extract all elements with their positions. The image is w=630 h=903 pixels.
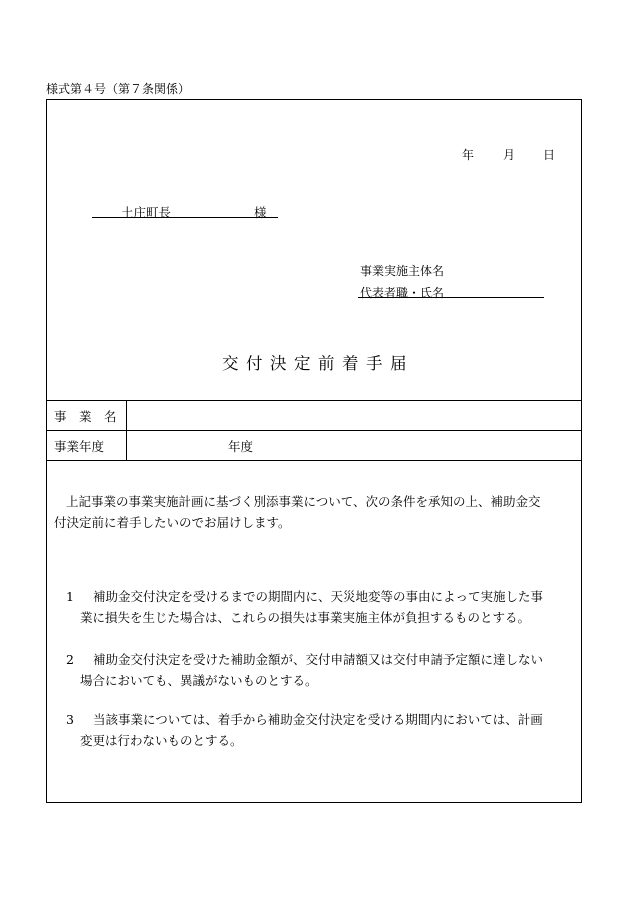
addressee-honorific: 様: [254, 205, 267, 220]
date-year: 年: [462, 148, 475, 162]
addressee-name: 土庄町長: [121, 205, 172, 220]
body-paragraph: [54, 491, 576, 533]
form-number: 様式第４号（第７条関係）: [46, 82, 191, 96]
body-line-2: 付決定前に着手したいのでお届けします。: [54, 515, 291, 530]
body-line-1: 上記事業の事業実施計画に基づく別添事業について、次の条件を承知の上、補助金交: [66, 494, 541, 509]
condition-line-1: 当該事業については、着手から補助金交付決定を受ける期間内においては、計画: [93, 712, 543, 727]
applicant-underline: [358, 297, 544, 298]
project-name-label: 事 業 名: [54, 409, 117, 424]
table-column-divider: [126, 400, 127, 460]
condition-line-2: 変更は行わないものとする。: [80, 733, 243, 748]
addressee-underline: [92, 217, 278, 218]
condition-line-2: 業に損失を生じた場合は、これらの損失は事業実施主体が負担するものとする。: [80, 610, 531, 625]
document-title: 交付決定前着手届: [222, 354, 414, 373]
condition-line-1: 補助金交付決定を受けるまでの期間内に、天災地変等の事由によって実施した事: [93, 589, 544, 604]
table-bottom-border: [46, 460, 582, 461]
condition-line-2: 場合においても、異議がないものとする。: [80, 673, 318, 688]
applicant-representative-label: 代表者職・氏名: [360, 286, 445, 300]
date-day: 日: [543, 148, 556, 162]
condition-number: 3: [66, 712, 74, 727]
condition-number: 1: [66, 589, 74, 604]
condition-number: 2: [66, 652, 74, 667]
fiscal-year-value[interactable]: 年度: [228, 439, 254, 454]
applicant-entity-label: 事業実施主体名: [360, 264, 445, 278]
fiscal-year-label: 事業年度: [54, 439, 105, 454]
condition-line-1: 補助金交付決定を受けた補助金額が、交付申請額又は交付申請予定額に達しない: [93, 652, 544, 667]
date-month: 月: [503, 148, 516, 162]
